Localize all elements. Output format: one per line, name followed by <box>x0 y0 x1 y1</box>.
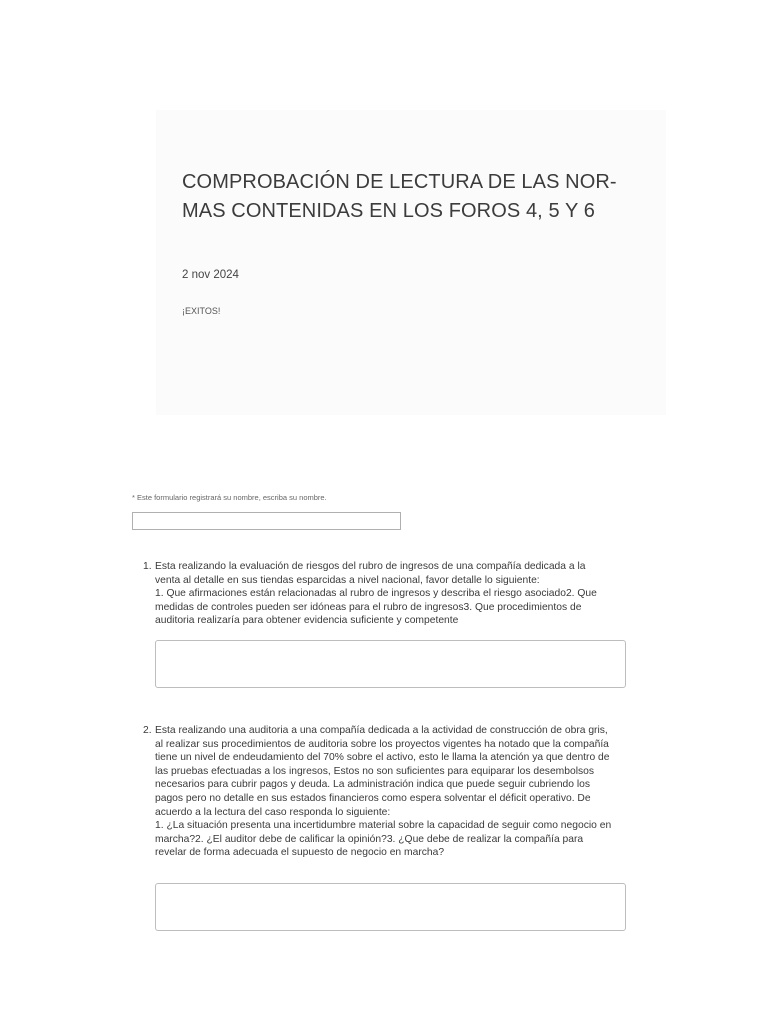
form-description: ¡EXITOS! <box>182 306 221 316</box>
question-text: Esta realizando una auditoria a una compañía dedicada a la actividad de construcción de obra gris, al realizar sus procedimientos de auditoria sobre los proyectos vigentes ha notado que la compañía tiene un nivel de endeudamiento del 70% sobre el activo, esto le llama la atención ya que dentro de las pruebas efectuadas a los ingresos, Estos no son suficientes para equiparar los desembolsos necesarios para cubrir pagos y deuda. La administración indica que puede seguir cubriendo los pagos pero no detalle en sus estados financieros como espera solventar el déficit operativo. De acuerdo a la lectura del caso responda lo siguiente: 1. ¿La situación presenta una incertidumbre material sobre la capacidad de seguir como negocio en marcha?2. ¿El auditor debe de calificar la opinión?3. ¿Que debe de realizar la compañía para revelar de forma adecuada el supuesto de negocio en marcha? <box>155 725 612 859</box>
form-title: COMPROBACIÓN DE LECTURA DE LAS NOR- MAS CONTENIDAS EN LOS FOROS 4, 5 Y 6 <box>182 171 617 222</box>
name-input[interactable] <box>132 512 401 530</box>
form-date: 2 nov 2024 <box>182 269 239 281</box>
form-header-card <box>156 110 666 415</box>
question-2 <box>143 724 613 860</box>
question-text: Esta realizando la evaluación de riesgos del rubro de ingresos de una compañía dedicada a la venta al detalle en sus tiendas esparcidas a nivel nacional, favor detalle lo siguiente: 1. Que afirmaciones están relacionadas al rubro de ingresos y describa el riesgo asociado2. Que medidas de controles pueden ser idóneas para el rubro de ingresos3. Que procedimientos de auditoria realizaría para obtener evidencia suficiente y competente <box>155 561 597 627</box>
name-field-label: * Este formulario registrará su nombre, escriba su nombre. <box>132 493 327 502</box>
answer-input-1[interactable] <box>155 640 626 688</box>
question-number: 1. <box>143 561 152 572</box>
question-number: 2. <box>143 725 152 736</box>
answer-input-2[interactable] <box>155 883 626 931</box>
question-1 <box>143 560 613 628</box>
